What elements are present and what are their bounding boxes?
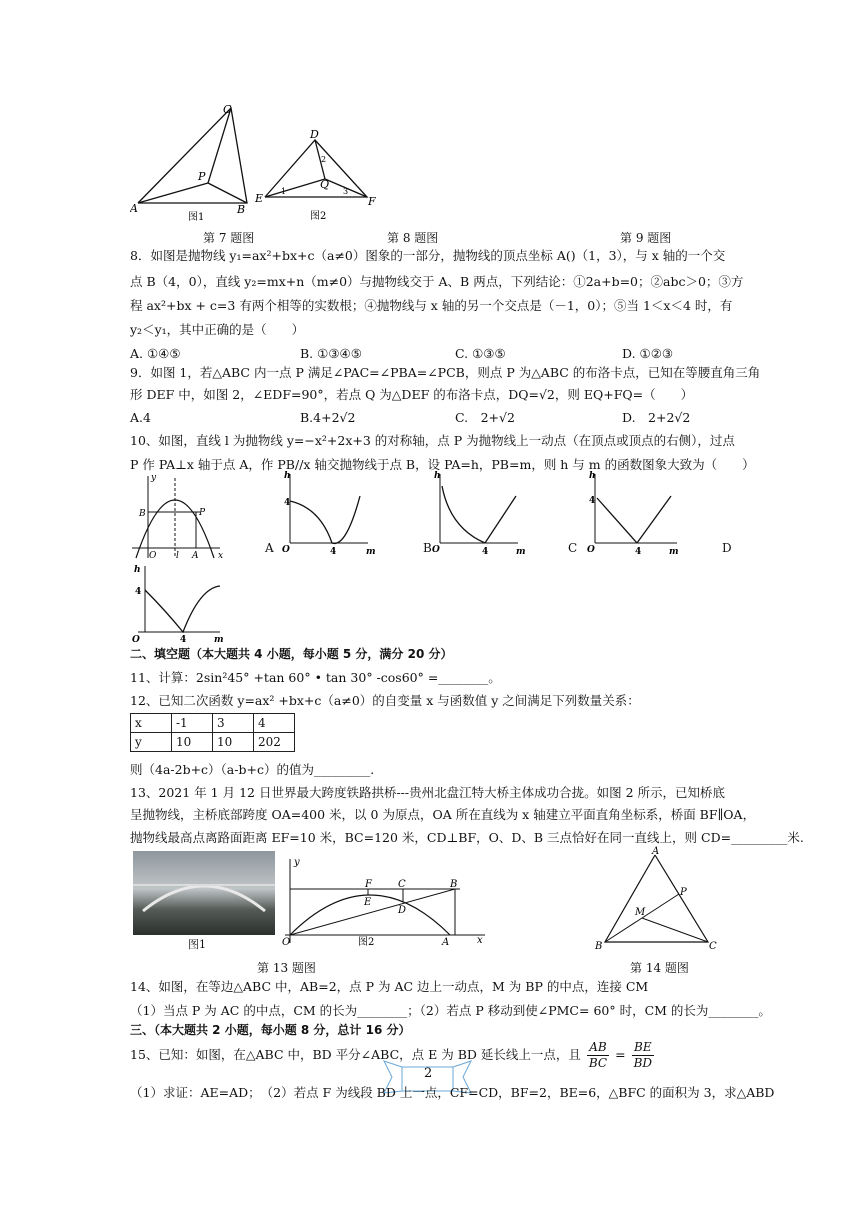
frac1-denominator: BC (588, 1056, 608, 1070)
table-cell: x (131, 714, 172, 733)
q8-line1: 8．如图是抛物线 y₁=ax²+bx+c（a≠0）图象的一部分，抛物线的顶点坐标 A()（1，3），与 x 轴的一个交 (130, 248, 726, 263)
svg-text:x: x (218, 551, 224, 561)
svg-text:B: B (450, 879, 458, 890)
label-E: E (255, 192, 264, 205)
svg-text:x: x (477, 935, 483, 946)
q13-line2: 呈抛物线，主桥底部跨度 OA=400 米，以 0 为原点，OA 所在直线为 x 轴建立平面直角坐标系，桥面 BF∥OA， (130, 807, 756, 822)
graph-option-d (130, 560, 230, 645)
label-C: C (223, 103, 232, 116)
q9-option-c: C. 2+√2 (455, 410, 515, 425)
frac2-numerator: BE (632, 1040, 654, 1056)
svg-text:图2: 图2 (358, 937, 375, 947)
svg-text:4: 4 (180, 635, 187, 645)
svg-text:m: m (516, 547, 526, 557)
fig-q8-triangle (255, 128, 380, 223)
caption-q7: 第 7 题图 (203, 231, 255, 245)
q13-line1: 13、2021 年 1 月 12 日世界最大跨度铁路拱桥---贵州北盘江特大桥主体成功合拢。如图 2 所示，已知桥底 (130, 785, 726, 800)
table-cell: 3 (213, 714, 254, 733)
table-row (131, 714, 295, 733)
svg-text:A: A (442, 937, 450, 947)
svg-text:4: 4 (330, 547, 337, 557)
svg-text:O: O (282, 937, 291, 947)
q8-line3: 程 ax²+bx + c=3 有两个相等的实数根；④抛物线与 x 轴的另一个交点是（－1，0）；⑤当 1＜x＜4 时，有 (130, 298, 733, 313)
svg-text:4: 4 (135, 587, 142, 597)
q12-after: 则（4a-2b+c）（a-b+c）的值为_________. (130, 762, 375, 777)
frac2-denominator: BD (633, 1056, 653, 1070)
svg-text:B: B (595, 941, 603, 952)
q8-line2: 点 B（4，0），直线 y₂=mx+n（m≠0）与抛物线交于 A、B 两点，下列结论：①2a+b=0；②abc＞0；③方 (130, 274, 744, 289)
angle-3: 3 (343, 187, 349, 196)
label-Q: Q (320, 178, 330, 191)
equals-sign: = (615, 1047, 626, 1062)
fig-q13-coordinate (280, 855, 490, 947)
q8-option-d: D. ①②③ (622, 346, 674, 361)
fig1-label: 图1 (188, 212, 205, 223)
svg-text:O: O (282, 545, 290, 555)
svg-text:P: P (199, 508, 206, 518)
caption-q13: 第 13 题图 (257, 961, 316, 975)
label-A: A (130, 202, 138, 215)
fig-q10-parabola (130, 472, 225, 562)
table-cell: 4 (254, 714, 295, 733)
table-cell: y (131, 733, 172, 752)
svg-text:M: M (635, 907, 646, 918)
q8-option-b: B. ①③④⑤ (300, 346, 362, 361)
svg-text:C: C (709, 941, 717, 952)
angle-2: 2 (321, 155, 327, 164)
caption-q14: 第 14 题图 (630, 961, 689, 975)
svg-text:P: P (680, 887, 687, 898)
option-letter-c: C (568, 541, 578, 555)
svg-text:B: B (139, 509, 146, 519)
svg-text:F: F (365, 879, 372, 890)
frac1-numerator: AB (587, 1040, 609, 1056)
svg-text:h: h (134, 565, 141, 575)
bridge-photo (133, 851, 275, 935)
q8-option-a: A. ①④⑤ (130, 346, 181, 361)
svg-text:4: 4 (482, 547, 489, 557)
table-cell: -1 (172, 714, 213, 733)
page-number: 2 (424, 1066, 433, 1081)
svg-text:h: h (589, 471, 596, 481)
section2-title: 二、填空题（本大题共 4 小题，每小题 5 分，满分 20 分） (130, 647, 453, 661)
q9-option-d: D. 2+2√2 (622, 410, 691, 425)
svg-text:y: y (151, 473, 157, 483)
section3-title: 三、（本大题共 2 小题，每小题 8 分，总计 16 分） (130, 1023, 411, 1037)
q13-fig1-label: 图1 (188, 938, 206, 951)
q9-line1: 9．如图 1，若△ABC 内一点 P 满足∠PAC=∠PBA=∠PCB，则点 P 为△ABC 的布洛卡点，已知在等腰直角三角 (130, 365, 761, 380)
option-letter-d: D (722, 541, 732, 555)
q12-text: 12、已知二次函数 y=ax² +bx+c（a≠0）的自变量 x 与函数值 y 之间满足下列数量关系： (130, 693, 640, 708)
q14-line2: （1）当点 P 为 AC 的中点，CM 的长为________；（2）若点 P 移动到使∠PMC= 60° 时，CM 的长为________。 (130, 1003, 771, 1018)
table-cell: 10 (172, 733, 213, 752)
svg-text:h: h (434, 471, 441, 481)
label-B: B (237, 203, 246, 216)
fraction-be-bd (632, 1040, 654, 1071)
q8-option-c: C. ①③⑤ (455, 346, 506, 361)
q10-line2: P 作 PA⊥x 轴于点 A，作 PB//x 轴交抛物线于点 B，设 PA=h，PB=m，则 h 与 m 的函数图象大致为（ ） (130, 457, 755, 472)
q9-option-b: B.4+2√2 (300, 410, 356, 425)
label-P: P (198, 170, 206, 183)
caption-q9: 第 9 题图 (620, 231, 672, 245)
fig-q7-triangle (130, 100, 255, 225)
option-letter-a: A (265, 541, 274, 555)
svg-text:A: A (652, 846, 660, 857)
q9-option-a: A.4 (130, 410, 151, 425)
svg-text:O: O (132, 635, 140, 645)
svg-text:C: C (398, 879, 406, 890)
q15-line1-text: 15、已知：如图，在△ABC 中，BD 平分∠ABC，点 E 为 BD 延长线上一点，且 (130, 1047, 581, 1062)
q13-line3: 抛物线最高点离路面距离 EF=10 米，BC=120 米，CD⊥BF，O、D、B 三点恰好在同一直线上，则 CD=_________米. (130, 830, 804, 845)
angle-1: 1 (281, 187, 287, 196)
svg-text:m: m (669, 547, 679, 557)
q15-line2: （1）求证：AE=AD； （2）若点 F 为线段 BD 上一点，CF=CD，BF=2，BE=6，△BFC 的面积为 3，求△ABD (130, 1085, 775, 1100)
svg-text:4: 4 (635, 547, 642, 557)
table-row (131, 733, 295, 752)
q9-line2: 形 DEF 中，如图 2，∠EDF=90°，若点 Q 为△DEF 的布洛卡点，DQ=√2，则 EQ+FQ=（ ） (130, 387, 694, 402)
svg-text:y: y (294, 857, 300, 868)
fig2-label: 图2 (310, 211, 327, 222)
svg-text:A: A (192, 551, 199, 561)
label-F: F (368, 195, 376, 208)
svg-text:O: O (587, 545, 595, 555)
q14-line1: 14、如图，在等边△ABC 中，AB=2，点 P 为 AC 边上一动点，M 为 BP 的中点，连接 CM (130, 979, 649, 994)
svg-text:m: m (214, 635, 224, 645)
graph-option-b (430, 468, 530, 558)
svg-text:l: l (176, 551, 179, 561)
fig-q14-triangle (590, 845, 720, 955)
svg-text:E: E (364, 897, 372, 908)
svg-text:m: m (366, 547, 376, 557)
svg-text:O: O (149, 551, 157, 561)
svg-text:4: 4 (589, 496, 596, 506)
option-letter-b: B (423, 541, 432, 555)
table-cell: 10 (213, 733, 254, 752)
fraction-ab-bc (587, 1040, 609, 1071)
q8-line4: y₂＜y₁，其中正确的是（ ） (130, 322, 305, 337)
label-D: D (310, 128, 319, 141)
graph-option-c (585, 468, 685, 558)
svg-text:h: h (284, 471, 291, 481)
caption-q8: 第 8 题图 (387, 231, 439, 245)
table-cell: 202 (254, 733, 295, 752)
svg-text:4: 4 (284, 498, 291, 508)
q12-table (130, 713, 295, 752)
graph-option-a (280, 468, 380, 558)
q11-text: 11、计算：2sin²45° +tan 60° • tan 30° -cos60° =________。 (130, 670, 501, 685)
svg-text:D: D (398, 905, 407, 916)
q10-line1: 10、如图，直线 l 为抛物线 y=−x²+2x+3 的对称轴，点 P 为抛物线上一动点（在顶点或顶点的右侧），过点 (130, 433, 735, 448)
svg-text:O: O (432, 545, 440, 555)
